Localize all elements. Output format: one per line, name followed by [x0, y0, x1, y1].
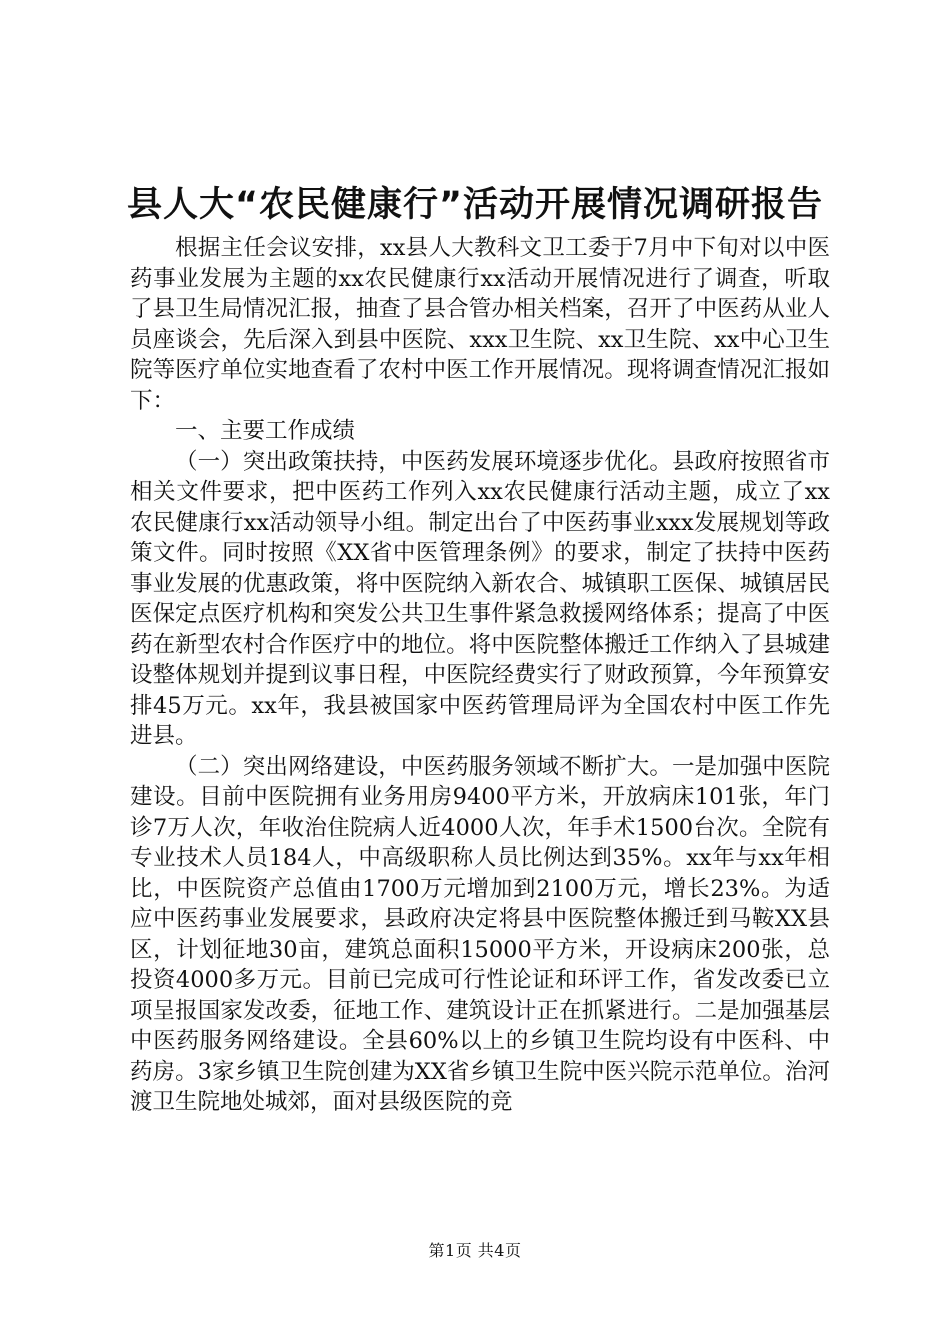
network-paragraph: （二）突出网络建设，中医药服务领域不断扩大。一是加强中医院建设。目前中医院拥有业务用房9400平方米，开放病床101张，年门诊7万人次，年收治住院病人近4000人次，年手术1500台次。全院有专业技术人员184人，中高级职称人员比例达到35%。xx年与xx年相比，中医院资产总值由1700万元增加到2100万元，增长23%。为适应中医药事业发展要求，县政府决定将县中医院整体搬迁到马鞍XX县区，计划征地30亩，建筑总面积15000平方米，开设病床200张，总投资4000多万元。目前已完成可行性论证和环评工作，省发改委已立项呈报国家发改委，征地工作、建筑设计正在抓紧进行。二是加强基层中医药服务网络建设。全县60%以上的乡镇卫生院均设有中医科、中药房。3家乡镇卫生院创建为XX省乡镇卫生院中医兴院示范单位。治河渡卫生院地处城郊，面对县级医院的竞 [130, 753, 830, 1115]
section-heading: 一、主要工作成绩 [175, 418, 356, 444]
document-body [130, 233, 830, 1118]
page-footer: 第1页 共4页 [428, 1241, 522, 1260]
document-title: 县人大“农民健康行”活动开展情况调研报告 [126, 185, 823, 225]
policy-paragraph: （一）突出政策扶持，中医药发展环境逐步优化。县政府按照省市相关文件要求，把中医药工作列入xx农民健康行活动主题，成立了xx农民健康行xx活动领导小组。制定出台了中医药事业xxx发展规划等政策文件。同时按照《XX省中医管理条例》的要求，制定了扶持中医药事业发展的优惠政策，将中医院纳入新农合、城镇职工医保、城镇居民医保定点医疗机构和突发公共卫生事件紧急救援网络体系；提高了中医药在新型农村合作医疗中的地位。将中医院整体搬迁工作纳入了县城建设整体规划并提到议事日程，中医院经费实行了财政预算，今年预算安排45万元。xx年，我县被国家中医药管理局评为全国农村中医工作先进县。 [130, 448, 830, 749]
intro-paragraph: 根据主任会议安排，xx县人大教科文卫工委于7月中下旬对以中医药事业发展为主题的xx农民健康行xx活动开展情况进行了调查，听取了县卫生局情况汇报，抽查了县合管办相关档案，召开了中医药从业人员座谈会，先后深入到县中医院、xxx卫生院、xx卫生院、xx中心卫生院等医疗单位实地查看了农村中医工作开展情况。现将调查情况汇报如下： [130, 235, 830, 414]
